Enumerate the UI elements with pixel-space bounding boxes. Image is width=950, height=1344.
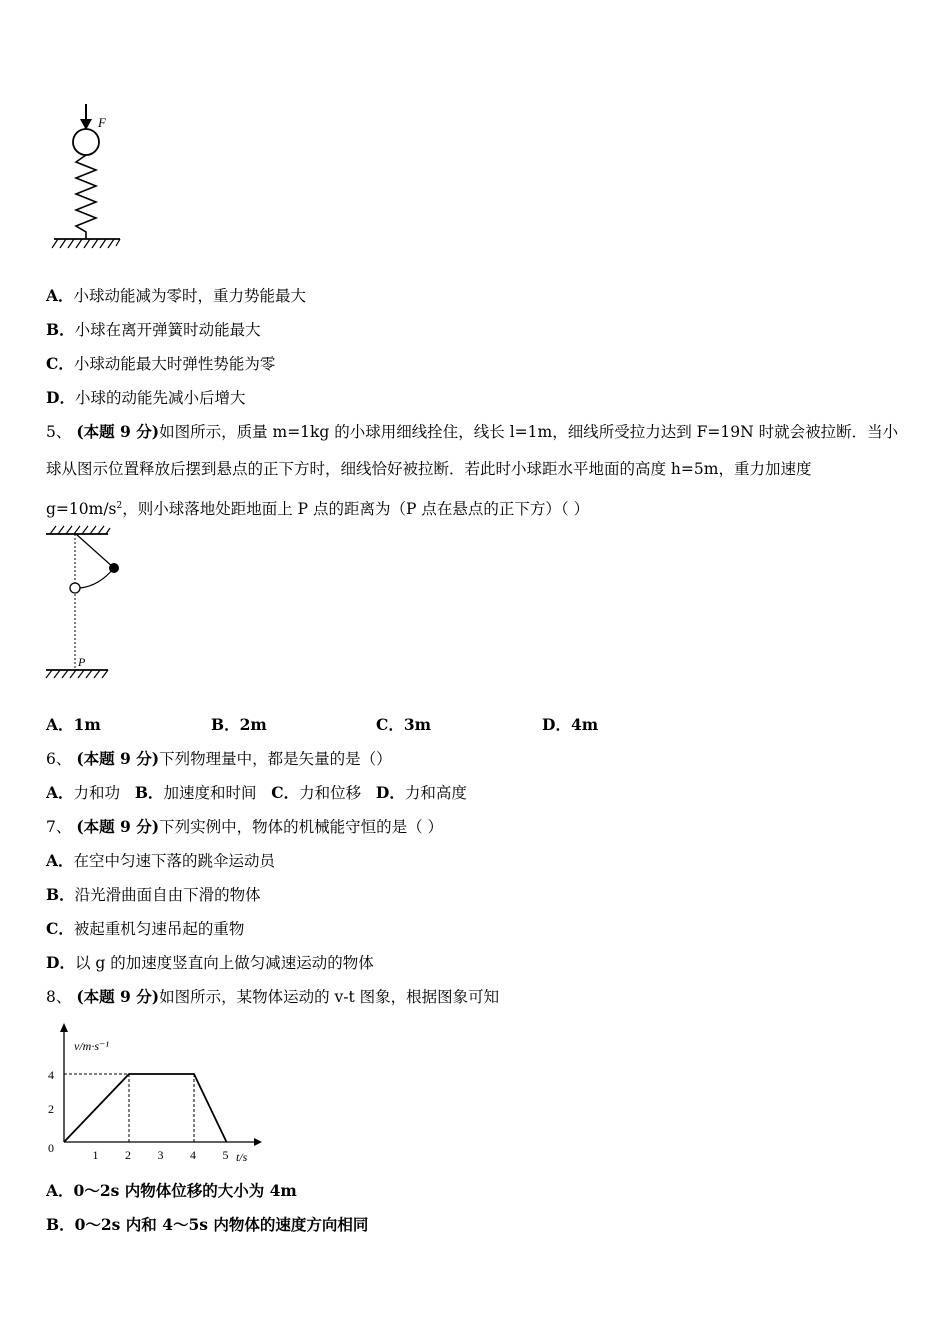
- option-key: B．: [46, 320, 75, 339]
- option-text: 0～2s 内物体位移的大小为 4m: [73, 1181, 297, 1200]
- q7-option-c: [46, 919, 244, 939]
- vt-chart: [42, 1020, 272, 1168]
- option-key: D．: [375, 783, 405, 802]
- ceiling-hatch: [50, 526, 110, 534]
- option-key: A．: [46, 851, 74, 870]
- q5-option-b: [211, 715, 267, 735]
- q5-stem-line2: [46, 459, 811, 479]
- option-text: 4m: [570, 715, 599, 734]
- stem-text: 下列实例中，物体的机械能守恒的是（ ）: [159, 818, 443, 836]
- superscript: 2: [116, 501, 123, 511]
- option-key: C．: [271, 783, 300, 802]
- question-number: 5、: [46, 423, 72, 441]
- option-text: 小球在离开弹簧时动能最大: [74, 321, 261, 339]
- option-key: B．: [46, 885, 75, 904]
- option-text: 小球动能减为零时，重力势能最大: [73, 287, 307, 305]
- swing-path: [80, 568, 114, 588]
- q5-option-c: [376, 715, 431, 735]
- option-key: A．: [46, 783, 74, 802]
- q4-option-b: [46, 320, 261, 340]
- option-text: 力和功: [73, 784, 121, 802]
- option-text: 沿光滑曲面自由下滑的物体: [74, 886, 261, 904]
- q8-option-b: [46, 1215, 368, 1235]
- q5-stem-line1: [46, 422, 898, 442]
- q8-option-a: [46, 1181, 297, 1201]
- option-key: D．: [46, 388, 75, 407]
- q7-option-b: [46, 885, 261, 905]
- x-axis-arrowhead: [254, 1138, 262, 1146]
- pendulum-figure: [44, 524, 124, 682]
- force-label: F: [98, 115, 106, 130]
- q6-stem: [46, 749, 392, 769]
- option-key: B．: [46, 1215, 75, 1234]
- series-line: [64, 1074, 227, 1142]
- question-number: 6、: [46, 750, 72, 768]
- option-text: 力和高度: [404, 784, 467, 802]
- question-score: (本题 9 分): [76, 749, 160, 768]
- floor-hatch: [46, 670, 108, 678]
- q5-option-a: [46, 715, 101, 735]
- point-p-label: P: [78, 655, 86, 669]
- option-text: 被起重机匀速吊起的重物: [73, 920, 245, 938]
- option-key: B．: [211, 715, 240, 734]
- stem-text: ，则小球落地处距地面上 P 点的距离为（P 点在悬点的正下方）（ ）: [122, 500, 590, 519]
- y-tick-label: 4: [48, 1068, 54, 1082]
- q5-stem-line3: [46, 496, 589, 519]
- option-text: 小球的动能先减小后增大: [74, 389, 246, 407]
- question-number: 7、: [46, 818, 72, 836]
- option-text: 以 g 的加速度竖直向上做匀减速运动的物体: [74, 954, 374, 972]
- option-key: A．: [46, 715, 74, 734]
- ball-start: [109, 563, 119, 573]
- q6-options: [46, 783, 467, 803]
- ball-bottom: [70, 583, 80, 593]
- x-tick-label: 4: [190, 1148, 196, 1162]
- option-key: C．: [46, 919, 74, 938]
- option-text: 2m: [239, 715, 267, 734]
- option-text: 加速度和时间: [163, 784, 257, 802]
- option-text: 0～2s 内和 4～5s 内物体的速度方向相同: [74, 1215, 369, 1234]
- x-axis-label: t/s: [236, 1150, 248, 1164]
- option-text: 在空中匀速下落的跳伞运动员: [73, 852, 276, 870]
- x-tick-label: 5: [222, 1148, 229, 1162]
- option-text: 1m: [73, 715, 101, 734]
- x-tick-label: 3: [157, 1148, 164, 1162]
- question-score: (本题 9 分): [76, 422, 160, 441]
- q5-option-d: [542, 715, 598, 735]
- stem-text: 如图所示，某物体运动的 v-t 图象，根据图象可知: [159, 988, 500, 1006]
- question-score: (本题 9 分): [76, 987, 160, 1006]
- option-key: A．: [46, 1181, 74, 1200]
- x-tick-label: 1: [92, 1148, 99, 1162]
- y-tick-label: 0: [48, 1141, 54, 1155]
- question-score: (本题 9 分): [76, 817, 160, 836]
- q4-option-d: [46, 388, 245, 408]
- ball: [73, 129, 99, 155]
- spring-ball-figure: [48, 102, 128, 252]
- option-text: 小球动能最大时弹性势能为零: [73, 355, 276, 373]
- q8-stem: [46, 987, 499, 1007]
- option-text: 力和位移: [299, 784, 362, 802]
- option-key: C．: [376, 715, 404, 734]
- q7-option-d: [46, 953, 374, 973]
- y-axis-label: v/m·s⁻¹: [74, 1039, 109, 1053]
- stem-text: 球从图示位置释放后摆到悬点的正下方时，细线恰好被拉断．若此时小球距水平地面的高度 h=5m，重力加速度: [46, 460, 812, 478]
- q4-option-a: [46, 286, 306, 306]
- spring: [76, 155, 96, 239]
- option-key: A．: [46, 286, 74, 305]
- stem-text: 如图所示，质量 m=1kg 的小球用细线拴住，线长 l=1m，细线所受拉力达到 F=19N 时就会被拉断．当小: [159, 423, 899, 441]
- option-key: D．: [46, 953, 75, 972]
- question-number: 8、: [46, 988, 72, 1006]
- y-tick-label: 2: [48, 1102, 54, 1116]
- option-text: 3m: [403, 715, 432, 734]
- stem-text: 下列物理量中，都是矢量的是（）: [159, 750, 392, 768]
- ground-hatch: [52, 239, 120, 248]
- option-key: B．: [134, 783, 164, 802]
- y-axis-arrowhead: [60, 1023, 68, 1032]
- q4-option-c: [46, 354, 275, 374]
- option-key: C．: [46, 354, 74, 373]
- q7-option-a: [46, 851, 275, 871]
- q7-stem: [46, 817, 443, 837]
- x-tick-label: 2: [125, 1148, 131, 1162]
- string-released: [76, 534, 114, 568]
- stem-text: g=10m/s: [46, 500, 117, 519]
- option-key: D．: [542, 715, 571, 734]
